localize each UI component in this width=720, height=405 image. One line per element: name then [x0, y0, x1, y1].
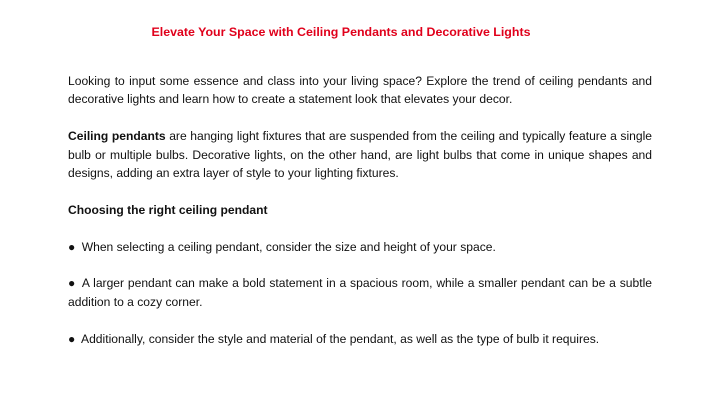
definition-paragraph	[68, 127, 652, 182]
bullet-text: A larger pendant can make a bold statement in a spacious room, while a smaller pendant can be a subtle addition to a cozy corner.	[68, 276, 652, 309]
definition-term: Ceiling pendants	[68, 129, 166, 144]
bullet-text: When selecting a ceiling pendant, consider the size and height of your space.	[81, 239, 496, 254]
bullet-item	[68, 238, 652, 256]
document-title: Elevate Your Space with Ceiling Pendants and Decorative Lights	[151, 25, 531, 39]
definition-text: are hanging light fixtures that are suspended from the ceiling and typically feature a single bulb or multiple bulbs. Decorative lights, on the other hand, are light bulbs that come in unique shapes and designs, adding an extra layer of style to your lighting fixtures.	[68, 129, 652, 181]
document-body	[68, 72, 652, 348]
bullet-item	[68, 274, 652, 311]
bullet-icon: ●	[68, 331, 76, 346]
bullet-icon: ●	[68, 239, 76, 254]
bullet-icon: ●	[68, 276, 76, 291]
intro-paragraph: Looking to input some essence and class into your living space? Explore the trend of ceiling pendants and decorative lights and learn how to create a statement look that elevates your decor.	[68, 74, 652, 107]
bullet-item	[68, 330, 652, 348]
section-heading: Choosing the right ceiling pendant	[68, 202, 268, 217]
bullet-text: Additionally, consider the style and material of the pendant, as well as the type of bulb it requires.	[81, 331, 600, 346]
